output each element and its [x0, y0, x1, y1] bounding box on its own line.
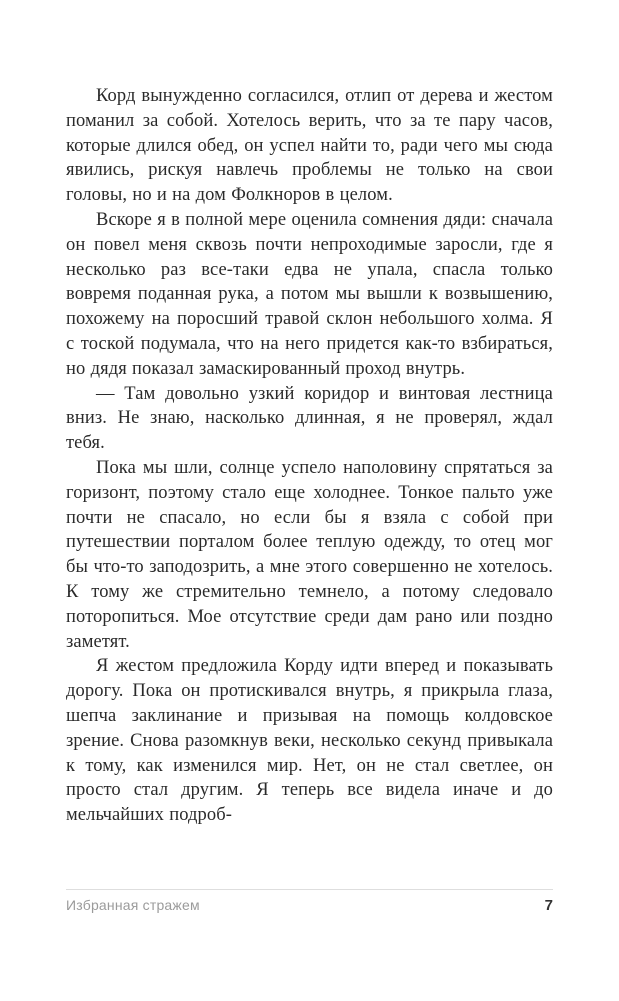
paragraph-1: Корд вынужденно согласился, отлип от дерева и жестом поманил за собой. Хотелось верить, что за те пару часов, которые длился обед, он успел найти то, ради чего мы сюда явились, рискуя навлечь проблемы не только на свои головы, но и на дом Фолкноров в целом.: [66, 86, 553, 206]
paragraph-2: Вскоре я в полной мере оценила сомнения дяди: сначала он повел меня сквозь почти непроходимые заросли, где я несколько раз все-таки едва не упала, спасла только вовремя поданная рука, а потом мы вышли к возвышению, похожему на поросший травой склон небольшого холма. Я с тоской подумала, что на него придется как-то взбираться, но дядя показал замаскированный проход внутрь.: [66, 209, 553, 379]
paragraph-5: Я жестом предложила Корду идти вперед и показывать дорогу. Пока он протискивался внутрь, я прикрыла глаза, шепча заклинание и призывая на помощь колдовское зрение. Снова разомкнув веки, несколько секунд привыкала к тому, как изменился мир. Нет, он не стал светлее, он просто стал другим. Я теперь все видела иначе и до мельчайших подроб-: [66, 656, 553, 826]
paragraph-4: Пока мы шли, солнце успело наполовину спрятаться за горизонт, поэтому стало еще холоднее. Тонкое пальто уже почти не спасало, но если бы я взяла с собой при путешествии порталом более теплую одежду, то отец мог бы что-то заподозрить, а мне этого совершенно не хотелось. К тому же стремительно темнело, а потому следовало поторопиться. Мое отсутствие среди дам рано или поздно заметят.: [66, 457, 553, 652]
book-text: [66, 84, 553, 828]
paragraph-3-dialogue: — Там довольно узкий коридор и винтовая лестница вниз. Не знаю, насколько длинная, я не проверял, ждал тебя.: [66, 383, 553, 454]
running-title: Избранная стражем: [66, 897, 200, 913]
page-number: 7: [544, 897, 553, 914]
page-footer: [66, 889, 553, 914]
